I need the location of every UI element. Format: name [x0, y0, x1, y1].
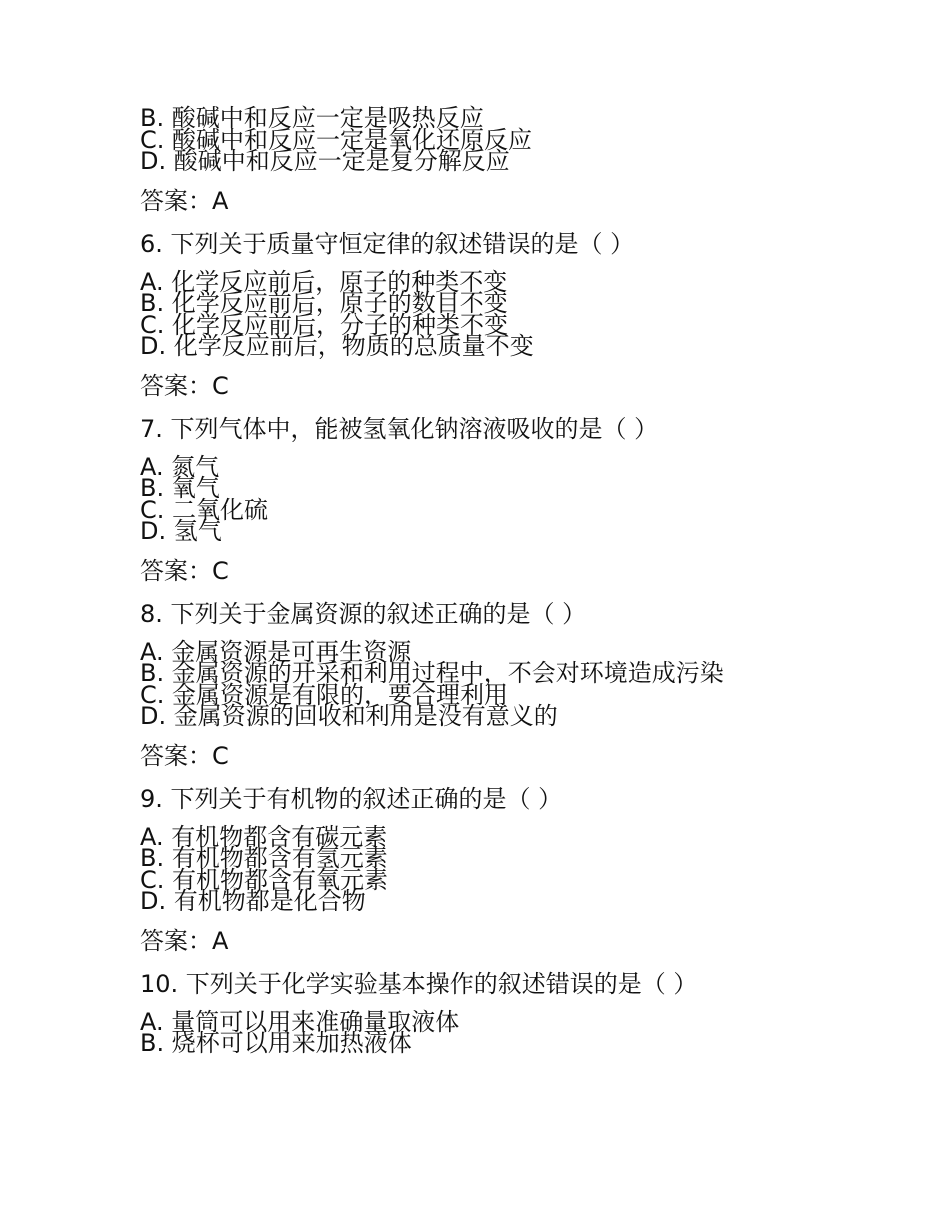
option-c: C. 酸碱中和反应一定是氧化还原反应	[140, 125, 533, 154]
option-b: B. 化学反应前后，原子的数目不变	[140, 289, 508, 317]
question-6-options	[140, 267, 920, 360]
option-a: A. 金属资源是可再生资源	[140, 637, 412, 666]
option-d: D. 氢气	[140, 517, 222, 545]
question-8-options	[140, 637, 920, 730]
question-10: 10. 下列关于化学实验基本操作的叙述错误的是（ ）	[140, 969, 698, 998]
question-9: 9. 下列关于有机物的叙述正确的是（ ）	[140, 784, 563, 813]
question-10-options	[140, 1007, 920, 1057]
option-d: D. 有机物都是化合物	[140, 887, 366, 915]
question-8: 8. 下列关于金属资源的叙述正确的是（ ）	[140, 599, 587, 628]
option-d: D. 金属资源的回收和利用是没有意义的	[140, 702, 558, 730]
option-d: D. 酸碱中和反应一定是复分解反应	[140, 147, 510, 175]
option-c: C. 有机物都含有氧元素	[140, 865, 389, 894]
question-6: 6. 下列关于质量守恒定律的叙述错误的是（ ）	[140, 229, 635, 258]
option-b: B. 烧杯可以用来加热液体	[140, 1029, 412, 1057]
option-a: A. 量筒可以用来准确量取液体	[140, 1007, 460, 1036]
option-a: A. 有机物都含有碳元素	[140, 822, 388, 851]
question-5-options	[140, 104, 920, 175]
question-7-answer: 答案：C	[140, 556, 229, 585]
option-b: B. 酸碱中和反应一定是吸热反应	[140, 104, 484, 132]
question-8-answer: 答案：C	[140, 741, 229, 770]
question-5-answer: 答案：A	[140, 186, 229, 215]
document-page	[140, 104, 920, 1057]
question-7: 7. 下列气体中，能被氢氧化钠溶液吸收的是（ ）	[140, 414, 659, 443]
question-9-answer: 答案：A	[140, 926, 229, 955]
option-b: B. 有机物都含有氢元素	[140, 844, 388, 872]
option-b: B. 氧气	[140, 474, 220, 502]
option-c: C. 化学反应前后，分子的种类不变	[140, 310, 509, 339]
option-b: B. 金属资源的开采和利用过程中，不会对环境造成污染	[140, 659, 724, 687]
question-7-options	[140, 452, 920, 545]
option-a: A. 氮气	[140, 452, 220, 481]
option-c: C. 二氧化硫	[140, 495, 269, 524]
question-9-options	[140, 822, 920, 915]
option-a: A. 化学反应前后，原子的种类不变	[140, 267, 508, 296]
question-6-answer: 答案：C	[140, 371, 229, 400]
option-c: C. 金属资源是有限的，要合理利用	[140, 680, 509, 709]
option-d: D. 化学反应前后，物质的总质量不变	[140, 332, 534, 360]
